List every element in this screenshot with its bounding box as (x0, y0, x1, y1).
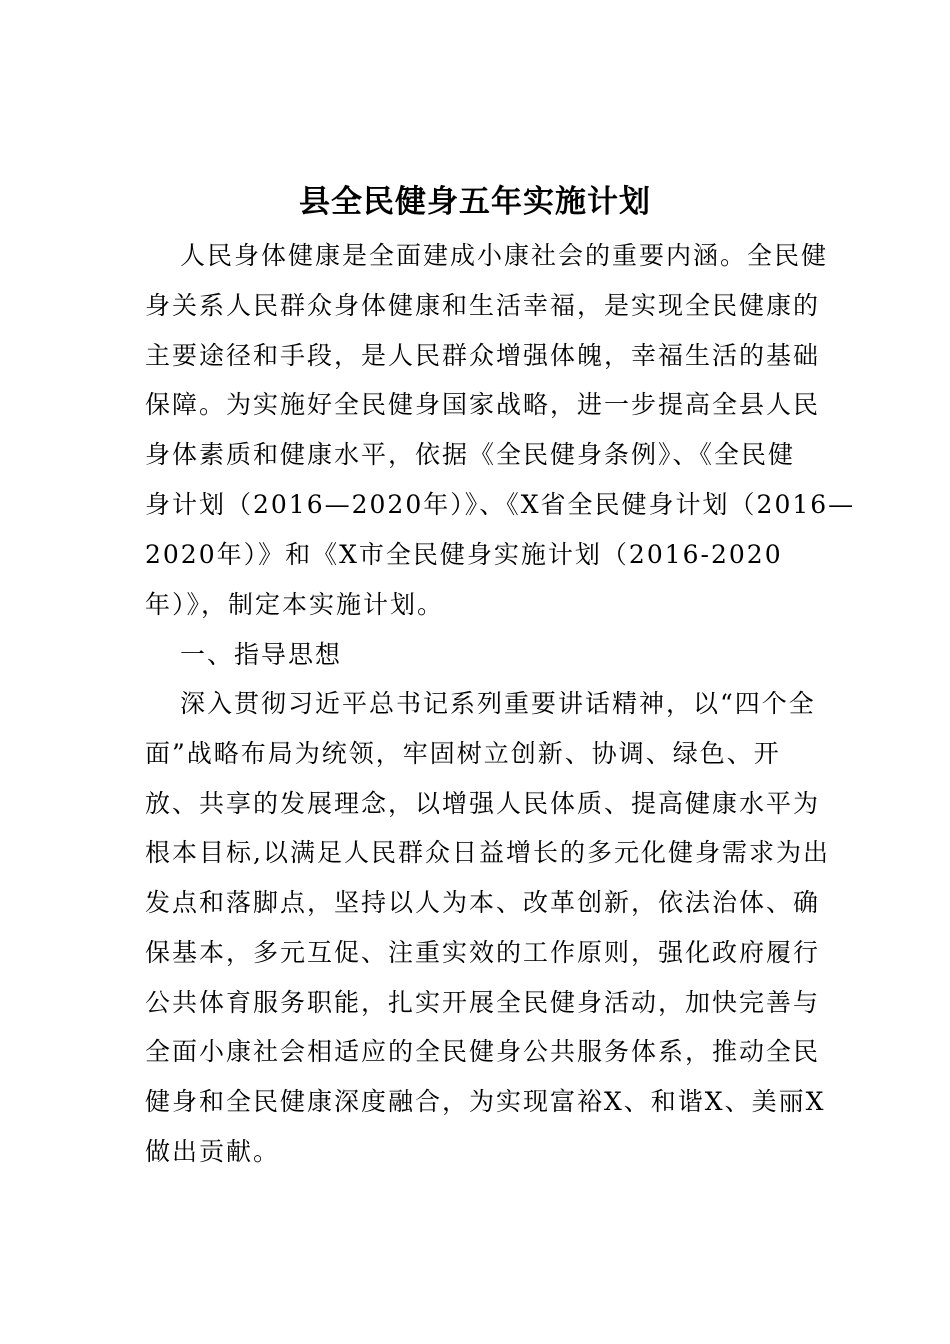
paragraph-line: 年）》，制定本实施计划。 (145, 590, 445, 619)
paragraph-line: 主要途径和手段，是人民群众增强体魄，幸福生活的基础 (145, 341, 821, 370)
paragraph-line: 发点和落脚点，坚持以人为本、改革创新，依法治体、确 (145, 888, 821, 917)
paragraph-line: 全面小康社会相适应的全民健身公共服务体系，推动全民 (145, 1037, 821, 1066)
paragraph-line: 根本目标,以满足人民群众日益增长的多元化健身需求为出 (145, 838, 830, 867)
paragraph-line: 保基本，多元互促、注重实效的工作原则，强化政府履行 (145, 938, 821, 967)
section-heading: 一、指导思想 (180, 640, 343, 669)
paragraph-line: 健身和全民健康深度融合，为实现富裕X、和谐X、美丽X (145, 1087, 826, 1116)
paragraph-line: 人民身体健康是全面建成小康社会的重要内涵。全民健 (180, 241, 829, 270)
paragraph-line: 做出贡献。 (145, 1137, 281, 1166)
paragraph-line: 放、共享的发展理念，以增强人民体质、提高健康水平为 (145, 789, 821, 818)
document-title: 县全民健身五年实施计划 (299, 184, 651, 220)
paragraph-line: 深入贯彻习近平总书记系列重要讲话精神，以“四个全 (180, 689, 816, 718)
paragraph-line: 身计划（2016—2020年）》、《X省全民健身计划（2016— (145, 490, 856, 519)
paragraph-line: 2020年）》和《X市全民健身实施计划（2016-2020 (145, 540, 783, 569)
paragraph-line: 身体素质和健康水平，依据《全民健身条例》、《全民健 (145, 440, 796, 469)
paragraph-line: 公共体育服务职能，扎实开展全民健身活动，加快完善与 (145, 988, 821, 1017)
paragraph-line: 保障。为实施好全民健身国家战略，进一步提高全县人民 (145, 390, 821, 419)
paragraph-line: 面”战略布局为统领，牢固树立创新、协调、绿色、开 (145, 739, 781, 768)
paragraph-line: 身关系人民群众身体健康和生活幸福，是实现全民健康的 (145, 291, 821, 320)
